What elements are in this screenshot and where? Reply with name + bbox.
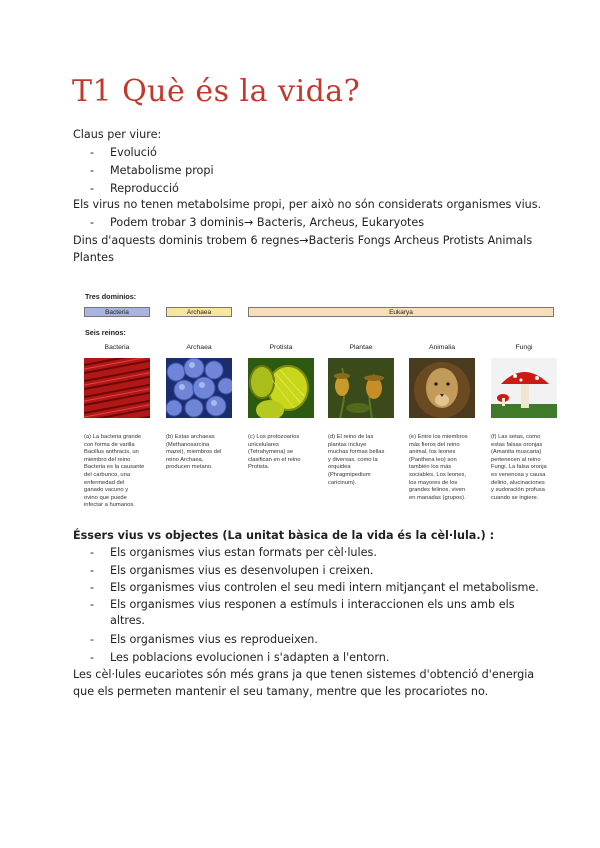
caption-line: (Panthera leo) son [409,456,457,463]
caption-line: con forma de varilla [84,441,135,448]
archaea-image [166,358,232,418]
caption-line: caricinum). [328,479,357,486]
closing-text-cont: que els permeten mantenir el seu tamany, mentre que les procariotes no. [73,685,489,698]
caption-line: mazei), miembros del [166,449,222,456]
kingdoms-text: Dins d'aquests dominis trobem 6 regnes→Bacteris Fongs Archeus Protists Animals [73,234,533,247]
caption-line: más fieros del reino [409,441,460,448]
list-item: - Els organismes vius es reprodueixen. [90,633,318,646]
kingdom-caption [491,434,563,502]
closing-text: Les cèl·lules eucariotes són més grans ja que tenen sistemes d'obtenció d'energia [73,668,535,681]
caption-line: Bacteria es la causante [84,464,145,471]
kingdom-name: Plantae [349,344,373,351]
caption-line: ovino que puede [84,494,127,501]
virus-text: Els virus no tenen metabolsime propi, per això no són considerats organismes vius. [73,198,542,211]
caption-line: (c) Los protozoarios [248,434,300,440]
domain-bacteria: Bacteria [84,307,150,317]
list-item: - Metabolisme propi [90,164,214,177]
kingdoms-label: Seis reinos: [85,328,126,337]
caption-line: los mayores de los [409,479,458,486]
kingdom-caption [248,434,320,472]
caption-line: grandes felinos, viven [409,487,466,494]
caption-line: (a) La bacteria grande [84,434,142,440]
kingdom-name: Fungi [515,344,533,351]
bacteria-image [84,358,150,418]
caption-line: y sudoración profusa [491,487,545,494]
kingdom-name: Animalia [428,344,456,351]
kingdom-caption [409,434,481,502]
domain-eukarya: Eukarya [248,307,554,317]
page-title: T1 Què és la vida? [72,74,361,109]
protist-image [248,358,314,418]
kingdom-caption [328,434,400,487]
caption-line: plantas incluye [328,441,367,448]
plant-image [328,358,394,418]
kingdom-name: Protista [269,344,293,351]
caption-line: también los más [409,464,452,471]
list-item: - Evolució [90,146,157,159]
caption-line: muchas formas bellas [328,449,385,456]
caption-line: (Methanosarcina [166,441,210,448]
caption-line: orquidea [328,464,351,471]
mushroom-image [491,358,557,418]
kingdoms-text-cont: Plantes [73,251,114,264]
caption-line: miembro del reino [84,456,131,463]
caption-line: (Tetrahymena) se [248,449,294,456]
caption-line: y diversas, como la [328,456,378,463]
caption-line: (Phragmipedium [328,471,371,478]
caption-line: cuando se ingiere. [491,494,539,501]
caption-line: animal, los leones [409,449,456,456]
list-item-cont: altres. [110,614,145,627]
list-item: - Els organismes vius estan formats per cèl·lules. [90,546,377,559]
domains-label: Tres dominios: [85,292,137,301]
caption-line: unicelulares [248,441,279,448]
caption-line: Fungi. La falsa oronja [491,464,547,471]
caption-line: infectar a humanos. [84,502,135,509]
caption-line: Protista. [248,464,270,471]
caption-line: clasifican en el reino [248,456,301,463]
caption-line: es venenosa y causa [491,471,546,478]
kingdom-caption [166,434,238,472]
caption-line: Bacillus anthracis, un [84,449,139,456]
caption-line: sociables. Los leones, [409,471,467,478]
caption-line: (Amanita muscaria) [491,449,542,456]
caption-line: (e) Entre los miembros [409,434,468,440]
kingdom-name: Bacteria [104,344,130,351]
caption-line: (d) El reino de las [328,434,374,440]
keys-heading: Claus per viure: [73,128,162,141]
caption-line: (f) Las setas, como [491,434,541,440]
caption-line: del carbunco, una [84,471,131,478]
kingdom-name: Archaea [186,344,212,351]
kingdom-caption [84,434,156,510]
caption-line: delirio, alucinaciones [491,479,545,486]
domains-kingdoms-figure [80,286,550,516]
caption-line: en manadas (grupos). [409,494,466,501]
domain-archaea: Archaea [166,307,232,317]
caption-line: enfermedad del [84,479,125,486]
list-item: - Els organismes vius controlen el seu medi intern mitjançant el metabolisme. [90,581,539,594]
list-item: - Les poblacions evolucionen i s'adapten a l'entorn. [90,651,390,664]
list-item: - Els organismes vius responen a estímuls i interaccionen els uns amb els [90,598,515,611]
list-item: - Reproducció [90,182,179,195]
section-heading: Éssers vius vs objectes (La unitat bàsica de la vida és la cèl·lula.) : [73,529,495,542]
caption-line: estas falsas oronjas [491,441,543,448]
caption-line: producen metano. [166,464,213,471]
caption-line: (b) Estas archaeas [166,434,215,440]
caption-line: ganado vacuno y [84,487,129,494]
list-item: - Els organismes vius es desenvolupen i creixen. [90,564,374,577]
lion-image [409,358,475,418]
caption-line: reino Archaea, [166,456,204,463]
list-item: - Podem trobar 3 dominis→ Bacteris, Archeus, Eukaryotes [90,216,425,229]
caption-line: pertenecen al reino [491,456,541,463]
